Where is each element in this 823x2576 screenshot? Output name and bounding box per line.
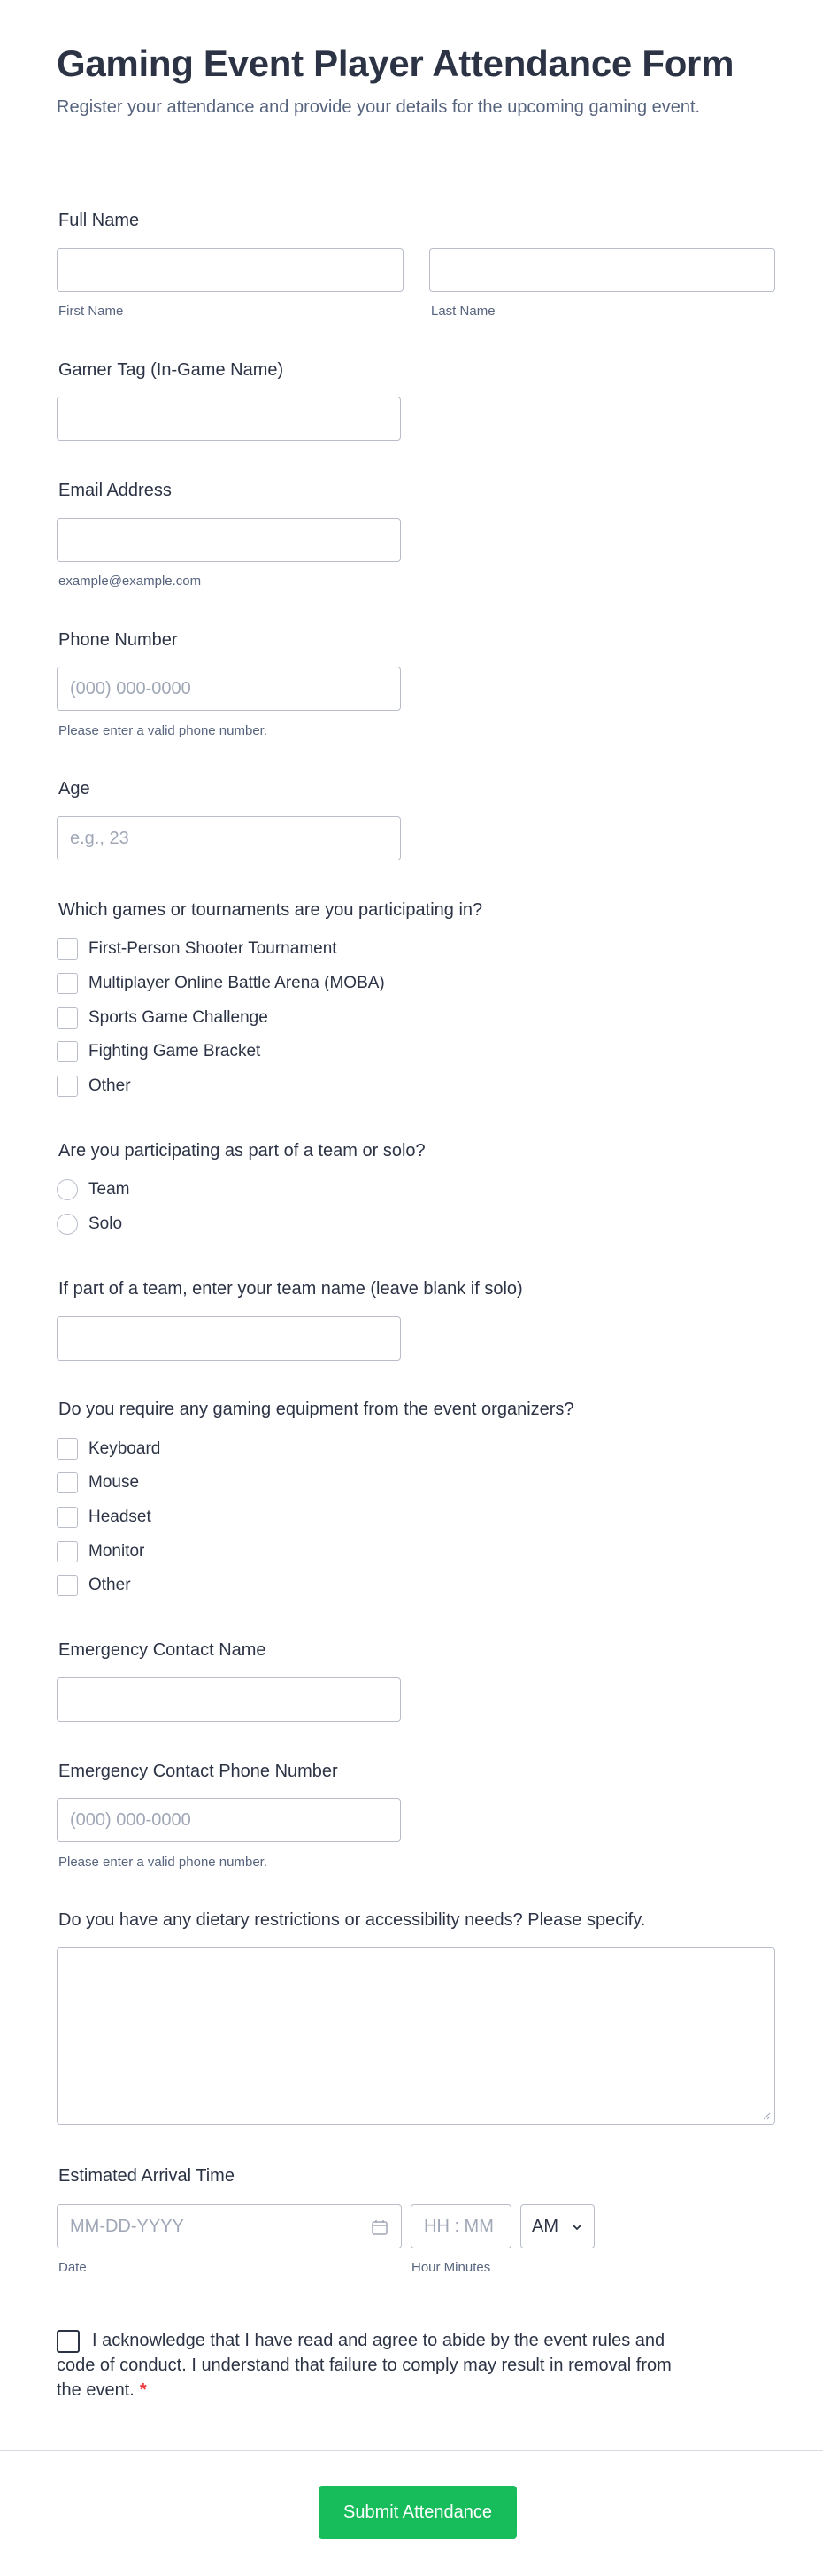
emergency-phone-label: Emergency Contact Phone Number bbox=[58, 1762, 338, 1781]
resize-handle-icon[interactable] bbox=[762, 2111, 771, 2120]
age-label: Age bbox=[58, 779, 90, 798]
emergency-name-input[interactable] bbox=[57, 1677, 401, 1722]
time-placeholder: HH : MM bbox=[424, 2217, 494, 2236]
phone-placeholder: (000) 000-0000 bbox=[70, 679, 191, 698]
team-solo-option[interactable] bbox=[57, 1177, 129, 1202]
gamer-tag-label: Gamer Tag (In-Game Name) bbox=[58, 360, 284, 380]
equipment-option[interactable] bbox=[57, 1539, 144, 1564]
ampm-value: AM bbox=[532, 2217, 558, 2236]
equipment-option[interactable] bbox=[57, 1573, 131, 1598]
acknowledge-text: I acknowledge that I have read and agree to abide by the event rules and code of conduct. I understand that failure to comply may result in removal from the event. bbox=[57, 2331, 672, 2400]
ampm-select[interactable] bbox=[520, 2204, 595, 2248]
option-label: Sports Game Challenge bbox=[88, 1008, 268, 1027]
last-name-input[interactable] bbox=[429, 248, 775, 292]
games-option[interactable] bbox=[57, 1006, 268, 1030]
checkbox[interactable] bbox=[57, 1575, 78, 1596]
equipment-label: Do you require any gaming equipment from the event organizers? bbox=[58, 1400, 574, 1419]
gamer-tag-input[interactable] bbox=[57, 397, 401, 441]
option-label: Fighting Game Bracket bbox=[88, 1042, 261, 1060]
full-name-label: Full Name bbox=[58, 211, 140, 230]
required-mark: * bbox=[139, 2380, 147, 2400]
team-name-label: If part of a team, enter your team name (leave blank if solo) bbox=[58, 1279, 523, 1299]
emergency-phone-sublabel: Please enter a valid phone number. bbox=[58, 1855, 267, 1870]
emergency-name-label: Emergency Contact Name bbox=[58, 1640, 266, 1660]
arrival-time-input[interactable] bbox=[411, 2204, 511, 2248]
games-option[interactable] bbox=[57, 1039, 260, 1064]
equipment-option[interactable] bbox=[57, 1505, 151, 1530]
form-title: Gaming Event Player Attendance Form bbox=[57, 42, 735, 84]
games-label: Which games or tournaments are you participating in? bbox=[58, 900, 483, 920]
emergency-phone-placeholder: (000) 000-0000 bbox=[70, 1810, 191, 1830]
radio[interactable] bbox=[57, 1214, 78, 1235]
form-subtitle: Register your attendance and provide your details for the upcoming gaming event. bbox=[57, 97, 701, 117]
checkbox[interactable] bbox=[57, 973, 78, 994]
option-label: Team bbox=[88, 1180, 130, 1199]
dietary-label: Do you have any dietary restrictions or accessibility needs? Please specify. bbox=[58, 1910, 646, 1930]
time-sublabel: Hour Minutes bbox=[412, 2260, 491, 2275]
checkbox[interactable] bbox=[57, 1007, 78, 1029]
option-label: Mouse bbox=[88, 1473, 140, 1492]
checkbox[interactable] bbox=[57, 1438, 78, 1460]
equipment-option[interactable] bbox=[57, 1437, 160, 1462]
option-label: Keyboard bbox=[88, 1439, 161, 1458]
acknowledge-label bbox=[57, 2328, 676, 2402]
option-label: Monitor bbox=[88, 1542, 145, 1561]
arrival-label: Estimated Arrival Time bbox=[58, 2166, 235, 2186]
option-label: First-Person Shooter Tournament bbox=[88, 939, 337, 958]
option-label: Other bbox=[88, 1076, 131, 1095]
submit-button[interactable]: Submit Attendance bbox=[319, 2486, 517, 2539]
team-solo-label: Are you participating as part of a team or solo? bbox=[58, 1141, 426, 1161]
form-header bbox=[0, 0, 823, 166]
checkbox[interactable] bbox=[57, 1472, 78, 1493]
phone-input[interactable] bbox=[57, 667, 401, 711]
date-sublabel: Date bbox=[58, 2260, 87, 2275]
checkbox[interactable] bbox=[57, 1507, 78, 1528]
checkbox[interactable] bbox=[57, 938, 78, 960]
radio[interactable] bbox=[57, 1179, 78, 1200]
team-solo-option[interactable] bbox=[57, 1212, 122, 1237]
calendar-icon[interactable] bbox=[371, 2218, 388, 2236]
first-name-input[interactable] bbox=[57, 248, 404, 292]
games-option[interactable] bbox=[57, 1074, 131, 1099]
first-name-sublabel: First Name bbox=[58, 304, 124, 319]
phone-label: Phone Number bbox=[58, 630, 178, 650]
emergency-phone-input[interactable] bbox=[57, 1798, 401, 1842]
email-label: Email Address bbox=[58, 481, 172, 500]
email-input[interactable] bbox=[57, 518, 401, 562]
age-placeholder: e.g., 23 bbox=[70, 829, 129, 848]
team-name-input[interactable] bbox=[57, 1316, 401, 1361]
email-sublabel: example@example.com bbox=[58, 574, 202, 589]
phone-sublabel: Please enter a valid phone number. bbox=[58, 723, 267, 738]
option-label: Solo bbox=[88, 1215, 123, 1233]
games-option[interactable] bbox=[57, 937, 337, 961]
dietary-textarea[interactable] bbox=[57, 1947, 775, 2125]
checkbox[interactable] bbox=[57, 1541, 78, 1562]
date-placeholder: MM-DD-YYYY bbox=[70, 2217, 184, 2236]
checkbox[interactable] bbox=[57, 1041, 78, 1062]
checkbox[interactable] bbox=[57, 1076, 78, 1097]
age-input[interactable] bbox=[57, 816, 401, 860]
chevron-down-icon bbox=[571, 2221, 583, 2233]
last-name-sublabel: Last Name bbox=[431, 304, 496, 319]
equipment-option[interactable] bbox=[57, 1470, 139, 1495]
arrival-date-input[interactable] bbox=[57, 2204, 402, 2248]
option-label: Other bbox=[88, 1576, 131, 1594]
option-label: Multiplayer Online Battle Arena (MOBA) bbox=[88, 974, 385, 992]
option-label: Headset bbox=[88, 1508, 151, 1526]
games-option[interactable] bbox=[57, 971, 385, 996]
